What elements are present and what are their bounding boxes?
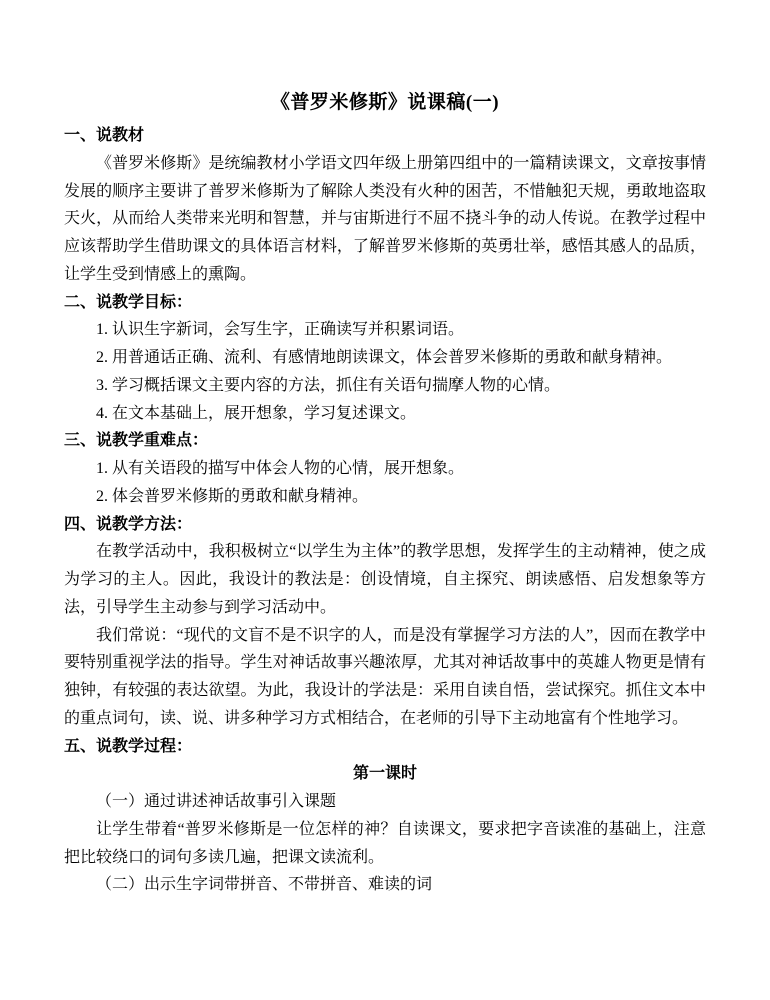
step-1-paragraph: 让学生带着“普罗米修斯是一位怎样的神？自读课文，要求把字音读准的基础上，注意把比较绕口的词句多读几遍，把课文读流利。 <box>64 820 706 866</box>
section-2-item-1: 1. 认识生字新词，会写生字，正确读写并积累词语。 <box>96 321 465 339</box>
step-1-title: （一）通过讲述神话故事引入课题 <box>96 793 337 810</box>
section-4-paragraph-1: 在教学活动中，我积极树立“以学生为主体”的教学思想，发挥学生的主动精神，使之成为学习的主人。因此，我设计的教法是：创设情境，自主探究、朗读感悟、启发想象等方法，引导学生主动参与到学习活动中。 <box>64 543 706 616</box>
section-2-item-4: 4. 在文本基础上，展开想象，学习复述课文。 <box>96 404 417 422</box>
section-5-heading: 五、说教学过程： <box>64 737 193 755</box>
section-1-heading: 一、说教材 <box>64 127 145 144</box>
section-2-item-3: 3. 学习概括课文主要内容的方法，抓住有关语句揣摩人物的心情。 <box>96 376 561 394</box>
section-3-item-2: 2. 体会普罗米修斯的勇敢和献身精神。 <box>96 487 369 505</box>
section-1-paragraph: 《普罗米修斯》是统编教材小学语文四年级上册第四组中的一篇精读课文，文章按事情发展的顺序主要讲了普罗米修斯为了解除人类没有火种的困苦，不惜触犯天规，勇敢地盗取天火，从而给人类带来光明和智慧，并与宙斯进行不屈不挠斗争的动人传说。在教学过程中应该帮助学生借助课文的具体语言材料，了解普罗米修斯的英勇壮举，感悟其感人的品质，让学生受到情感上的熏陶。 <box>64 154 706 283</box>
document-title: 《普罗米修斯》说课稿(一) <box>270 92 500 113</box>
document-body <box>64 122 706 899</box>
section-3-item-1: 1. 从有关语段的描写中体会人物的心情，展开想象。 <box>96 460 465 477</box>
step-2-title: （二）出示生字词带拼音、不带拼音、难读的词 <box>96 876 433 894</box>
section-3-heading: 三、说教学重难点： <box>64 432 209 450</box>
section-2-heading: 二、说教学目标： <box>64 293 193 311</box>
section-4-heading: 四、说教学方法： <box>64 515 193 533</box>
section-2-item-2: 2. 用普通话正确、流利、有感情地朗读课文，体会普罗米修斯的勇敢和献身精神。 <box>96 349 673 366</box>
section-4-paragraph-2: 我们常说：“现代的文盲不是不识字的人，而是没有掌握学习方法的人”，因而在教学中要特别重视学法的指导。学生对神话故事兴趣浓厚，尤其对神话故事中的英雄人物更是情有独钟，有较强的表达欲望。为此，我设计的学法是：采用自读自悟，尝试探究。抓住文本中的重点词句，读、说、讲多种学习方式相结合，在老师的引导下主动地富有个性地学习。 <box>64 626 706 727</box>
lesson-1-heading: 第一课时 <box>352 765 417 783</box>
